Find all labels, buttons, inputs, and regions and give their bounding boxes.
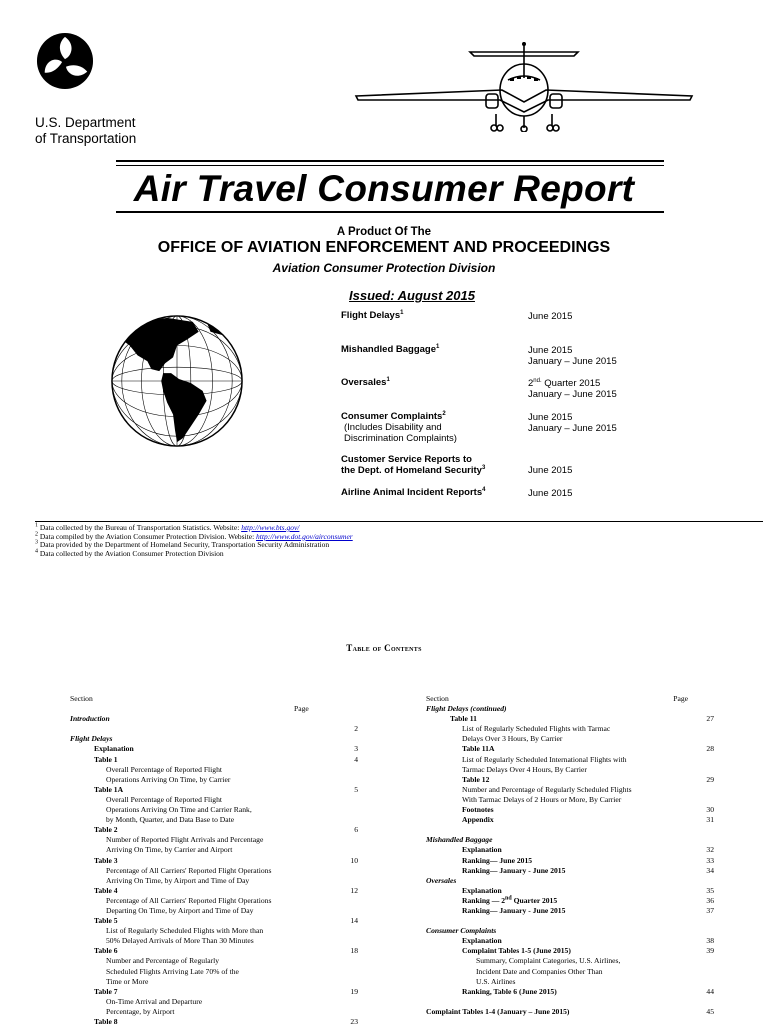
report-label-oversales bbox=[341, 377, 390, 388]
toc-page-number: 45 bbox=[706, 1006, 714, 1016]
dept-line-2: of Transportation bbox=[35, 131, 137, 146]
toc-entry-label: Overall Percentage of Reported Flight bbox=[106, 764, 222, 774]
toc-entry-label: Ranking— January - June 2015 bbox=[462, 865, 566, 875]
report-value-line: June 2015 bbox=[528, 488, 573, 499]
toc-entry-label: Overall Percentage of Reported Flight bbox=[106, 794, 222, 804]
footnote-text: Data collected by the Aviation Consumer Protection Division bbox=[39, 548, 224, 558]
toc-entry bbox=[70, 987, 358, 997]
toc-entry-label: List of Regularly Scheduled Flights with Tarmac bbox=[462, 724, 611, 734]
toc-entry bbox=[70, 815, 358, 825]
toc-entry bbox=[70, 1017, 358, 1027]
toc-entry-label: Ranking— June 2015 bbox=[462, 855, 533, 865]
dot-logo bbox=[36, 32, 94, 90]
report-label-customer-service bbox=[341, 454, 485, 476]
toc-entry bbox=[70, 835, 358, 845]
report-label-note: (Includes Disability and bbox=[344, 422, 442, 433]
report-label-note: Discrimination Complaints) bbox=[344, 433, 457, 444]
report-value-line: June 2015 bbox=[528, 345, 573, 356]
toc-entry bbox=[70, 775, 358, 785]
toc-entry bbox=[70, 1007, 358, 1017]
toc-entry bbox=[426, 956, 714, 966]
toc-entry-label: Table 4 bbox=[94, 885, 118, 895]
toc-page-number: 3 bbox=[354, 744, 358, 754]
toc-entry-label: Table 11A bbox=[462, 744, 495, 754]
toc-entry bbox=[70, 876, 358, 886]
report-value-line: January – June 2015 bbox=[528, 423, 617, 434]
report-label-text: the Dept. of Homeland Security bbox=[341, 465, 482, 476]
toc-entry-label: Table 12 bbox=[462, 774, 490, 784]
report-value-line: June 2015 bbox=[528, 465, 573, 476]
toc-entry-label: Time or More bbox=[106, 976, 149, 986]
toc-entry bbox=[426, 856, 714, 866]
toc-entry-label: On-Time Arrival and Departure bbox=[106, 996, 203, 1006]
toc-entry bbox=[426, 775, 714, 785]
report-value-mishandled-baggage bbox=[528, 345, 617, 367]
toc-entry bbox=[70, 856, 358, 866]
toc-entry-label: Table 1A bbox=[94, 784, 124, 794]
report-label-text: Consumer Complaints bbox=[341, 411, 443, 422]
toc-entry bbox=[70, 755, 358, 765]
footnote-ref: 1 bbox=[400, 309, 404, 316]
toc-entry bbox=[426, 744, 714, 754]
toc-entry-label: Summary, Complaint Categories, U.S. Airlines, bbox=[476, 956, 621, 966]
toc-entry bbox=[70, 734, 358, 744]
report-value-customer-service bbox=[528, 465, 572, 476]
toc-entry-label: Departing On Time, by Airport and Time of Day bbox=[106, 905, 254, 915]
toc-entry bbox=[426, 946, 714, 956]
toc-entry-label: Table 1 bbox=[94, 754, 118, 764]
toc-entry-label: Section bbox=[70, 694, 93, 703]
report-value-consumer-complaints bbox=[528, 412, 617, 434]
toc-entry-label: Number and Percentage of Regularly bbox=[106, 956, 220, 966]
toc-entry-label: U.S. Airlines bbox=[476, 976, 516, 986]
footnote-4 bbox=[35, 550, 353, 559]
toc-page-number: 18 bbox=[350, 946, 358, 956]
report-label-consumer-complaints bbox=[341, 411, 457, 444]
toc-entry bbox=[70, 896, 358, 906]
toc-entry-label: Explanation bbox=[462, 845, 502, 855]
toc-title: Table of Contents bbox=[346, 643, 422, 653]
toc-entry-label: Section bbox=[426, 694, 449, 703]
report-label-text: Mishandled Baggage bbox=[341, 344, 437, 355]
toc-entry bbox=[426, 765, 714, 775]
footnotes bbox=[35, 524, 353, 558]
toc-entry bbox=[70, 886, 358, 896]
footnote-number: 1 bbox=[35, 522, 38, 529]
toc-entry bbox=[70, 805, 358, 815]
report-value-animal-incidents bbox=[528, 488, 572, 499]
report-value-line: $2^{nd.}$ Quarter 2015 bbox=[528, 377, 601, 389]
page-title: Air Travel Consumer Report bbox=[133, 168, 635, 209]
toc-entry bbox=[70, 967, 358, 977]
toc-page-number: 34 bbox=[706, 865, 714, 875]
toc-page-number: 33 bbox=[706, 855, 714, 865]
footnote-text: Data collected by the Bureau of Transportation Statistics. Website: bbox=[39, 523, 242, 532]
footnote-ref: 1 bbox=[436, 343, 440, 350]
toc-entry bbox=[426, 805, 714, 815]
toc-entry bbox=[70, 825, 358, 835]
dept-line-1: U.S. Department bbox=[35, 115, 136, 130]
toc-page-number: 36 bbox=[706, 895, 714, 905]
bts-website-link[interactable]: http://www.bts.gov/ bbox=[241, 523, 300, 532]
toc-entry-label: Number and Percentage of Regularly Scheduled Flights bbox=[462, 784, 632, 794]
toc-entry-label: Tarmac Delays Over 4 Hours, By Carrier bbox=[462, 764, 587, 774]
footnote-text: Data compiled by the Aviation Consumer Protection Division. Website: bbox=[39, 531, 257, 541]
footnote-text: Data provided by the Department of Homeland Security, Transportation Security Administration bbox=[39, 540, 330, 550]
toc-right-column bbox=[426, 694, 714, 1017]
office-name: OFFICE OF AVIATION ENFORCEMENT AND PROCEEDINGS bbox=[157, 239, 611, 256]
footnote-number: 2 bbox=[35, 531, 38, 538]
toc-entry-label: Percentage of All Carriers' Reported Flight Operations bbox=[106, 865, 272, 875]
toc-entry-label: Consumer Complaints bbox=[426, 926, 497, 936]
toc-page-number: 44 bbox=[706, 986, 714, 996]
report-label-mishandled-baggage bbox=[341, 344, 439, 355]
toc-entry bbox=[70, 926, 358, 936]
toc-entry bbox=[426, 825, 714, 835]
toc-entry-label: Table 6 bbox=[94, 946, 118, 956]
airconsumer-website-link[interactable]: http://www.dot.gov/airconsumer bbox=[256, 531, 353, 541]
toc-entry-label: Introduction bbox=[70, 714, 110, 724]
toc-entry bbox=[426, 977, 714, 987]
footnote-number: 4 bbox=[35, 548, 38, 555]
toc-entry-label: by Month, Quarter, and Data Base to Date bbox=[106, 815, 235, 825]
toc-page-number: 30 bbox=[706, 805, 714, 815]
toc-page-number: 14 bbox=[350, 916, 358, 926]
toc-entry-label: Percentage, by Airport bbox=[106, 1006, 175, 1016]
department-name bbox=[35, 115, 136, 147]
toc-entry bbox=[70, 744, 358, 754]
toc-entry-label: Flight Delays (continued) bbox=[426, 704, 507, 714]
report-label-flight-delays bbox=[341, 310, 403, 321]
toc-entry-label: Ranking— January - June 2015 bbox=[462, 905, 566, 915]
title-rule-bottom bbox=[116, 211, 664, 213]
toc-page-number: 23 bbox=[350, 1017, 358, 1026]
toc-page-number: 32 bbox=[706, 845, 714, 855]
toc-entry-label: Operations Arriving On Time and Carrier Rank, bbox=[106, 805, 252, 815]
report-label-text: Oversales bbox=[341, 377, 387, 388]
toc-entry bbox=[426, 906, 714, 916]
toc-entry bbox=[70, 936, 358, 946]
footnote-ref: 1 bbox=[386, 376, 390, 383]
toc-entry bbox=[426, 755, 714, 765]
report-value-line: June 2015 bbox=[528, 412, 573, 423]
toc-entry-label: Table 5 bbox=[94, 916, 118, 926]
toc-page-number: 38 bbox=[706, 936, 714, 946]
toc-entry bbox=[426, 795, 714, 805]
toc-page-number: 31 bbox=[706, 815, 714, 825]
toc-entry bbox=[70, 785, 358, 795]
toc-entry-label: Ranking, Table 6 (June 2015) bbox=[462, 986, 557, 996]
toc-entry bbox=[426, 876, 714, 886]
footnote-ref: 3 bbox=[481, 464, 486, 471]
toc-entry bbox=[70, 795, 358, 805]
toc-entry-label: Table 7 bbox=[94, 986, 118, 996]
toc-entry-label: Complaint Tables 1-5 (June 2015) bbox=[462, 946, 571, 956]
toc-entry bbox=[426, 835, 714, 845]
toc-entry bbox=[426, 845, 714, 855]
toc-entry bbox=[426, 694, 714, 704]
toc-entry bbox=[426, 967, 714, 977]
toc-entry-label: Appendix bbox=[462, 815, 494, 825]
toc-entry-label: Table 8 bbox=[94, 1017, 118, 1026]
footnote-number: 3 bbox=[35, 539, 38, 546]
toc-entry bbox=[70, 997, 358, 1007]
toc-entry bbox=[70, 714, 358, 724]
toc-entry bbox=[426, 785, 714, 795]
report-value-line: January – June 2015 bbox=[528, 356, 617, 367]
toc-entry bbox=[426, 734, 714, 744]
product-line: A Product Of The bbox=[336, 226, 432, 238]
toc-page-number: 5 bbox=[354, 784, 358, 794]
toc-entry-label: Incident Date and Companies Other Than bbox=[476, 966, 603, 976]
toc-entry-label: Mishandled Baggage bbox=[426, 835, 493, 845]
toc-entry bbox=[426, 724, 714, 734]
toc-entry-label: Explanation bbox=[462, 885, 502, 895]
toc-entry-label: Explanation bbox=[94, 744, 134, 754]
toc-entry bbox=[426, 704, 714, 714]
toc-page-number: 4 bbox=[354, 754, 358, 764]
toc-page-number: 27 bbox=[706, 714, 714, 724]
toc-entry-label: Table 11 bbox=[450, 714, 477, 724]
toc-entry bbox=[426, 815, 714, 825]
toc-entry-label: 50% Delayed Arrivals of More Than 30 Minutes bbox=[106, 936, 254, 946]
toc-entry-label: List of Regularly Scheduled Flights with More than bbox=[106, 926, 264, 936]
toc-entry bbox=[70, 977, 358, 987]
toc-page-number: 12 bbox=[350, 885, 358, 895]
toc-entry bbox=[70, 845, 358, 855]
toc-entry bbox=[70, 946, 358, 956]
report-value-line: January – June 2015 bbox=[528, 389, 617, 400]
issued-date: Issued: August 2015 bbox=[349, 288, 475, 303]
toc-entry bbox=[70, 765, 358, 775]
toc-entry bbox=[426, 896, 714, 906]
toc-entry bbox=[70, 906, 358, 916]
toc-entry bbox=[426, 987, 714, 997]
report-value-line: June 2015 bbox=[528, 311, 573, 322]
toc-page-number: 19 bbox=[350, 986, 358, 996]
toc-page-number: 35 bbox=[706, 885, 714, 895]
title-rule-top-thin bbox=[116, 165, 664, 166]
toc-entry-label: With Tarmac Delays of 2 Hours or More, By Carrier bbox=[462, 794, 622, 804]
toc-entry-label: Footnotes bbox=[462, 805, 494, 815]
toc-entry bbox=[426, 936, 714, 946]
toc-entry-label: Operations Arriving On Time, by Carrier bbox=[106, 774, 231, 784]
toc-entry bbox=[70, 916, 358, 926]
toc-entry bbox=[70, 694, 358, 704]
toc-entry bbox=[426, 916, 714, 926]
toc-entry-label: Percentage of All Carriers' Reported Flight Operations bbox=[106, 895, 272, 905]
toc-entry bbox=[70, 866, 358, 876]
footnote-ref: 4 bbox=[482, 486, 486, 493]
toc-page-number: 10 bbox=[350, 855, 358, 865]
report-value-oversales bbox=[528, 378, 617, 400]
toc-entry-label: Explanation bbox=[462, 936, 502, 946]
toc-entry-label: Arriving On Time, by Carrier and Airport bbox=[106, 845, 233, 855]
toc-entry bbox=[70, 956, 358, 966]
airplane-illustration bbox=[352, 38, 696, 132]
toc-entry-label: Page bbox=[294, 704, 309, 714]
toc-entry bbox=[70, 724, 358, 734]
toc-entry-label: Oversales bbox=[426, 875, 457, 885]
toc-page-number: 29 bbox=[706, 774, 714, 784]
toc-entry-label: Delays Over 3 Hours, By Carrier bbox=[462, 734, 563, 744]
toc-entry bbox=[70, 704, 358, 714]
toc-entry-label: Complaint Tables 1-4 (January – June 2015) bbox=[426, 1006, 570, 1016]
toc-entry-label: Table 2 bbox=[94, 825, 118, 835]
toc-entry bbox=[426, 1007, 714, 1017]
toc-page-number: 37 bbox=[706, 905, 714, 915]
toc-entry-label: Scheduled Flights Arriving Late 70% of the bbox=[106, 966, 239, 976]
toc-entry bbox=[426, 714, 714, 724]
toc-entry bbox=[426, 866, 714, 876]
toc-entry-label: Table 3 bbox=[94, 855, 118, 865]
toc-page-number: 2 bbox=[354, 724, 358, 734]
report-label-animal-incidents bbox=[341, 487, 485, 498]
toc-page-number: 39 bbox=[706, 946, 714, 956]
toc-entry bbox=[426, 997, 714, 1007]
toc-left-column bbox=[70, 694, 358, 1027]
toc-page-number: Page bbox=[673, 694, 688, 703]
report-label-text: Flight Delays bbox=[341, 310, 401, 321]
division-name: Aviation Consumer Protection Division bbox=[272, 261, 496, 275]
toc-page-number: 28 bbox=[706, 744, 714, 754]
globe-illustration bbox=[108, 312, 246, 450]
toc-entry-label: Flight Delays bbox=[70, 734, 113, 744]
toc-entry-label: Number of Reported Flight Arrivals and Percentage bbox=[106, 835, 264, 845]
title-rule-top-thick bbox=[116, 160, 664, 162]
footnote-ref: 2 bbox=[442, 410, 446, 417]
toc-page-number: 6 bbox=[354, 825, 358, 835]
toc-entry-label: Ranking — 2nd Quarter 2015 bbox=[462, 895, 558, 905]
report-value-flight-delays bbox=[528, 311, 572, 322]
footnote-divider bbox=[35, 521, 763, 522]
toc-entry bbox=[426, 886, 714, 896]
toc-entry-label: Arriving On Time, by Airport and Time of Day bbox=[106, 875, 250, 885]
report-label-text: Airline Animal Incident Reports bbox=[341, 487, 483, 498]
report-label-text: Customer Service Reports to bbox=[341, 454, 472, 465]
toc-entry bbox=[426, 926, 714, 936]
toc-entry-label: List of Regularly Scheduled International Flights with bbox=[462, 754, 627, 764]
